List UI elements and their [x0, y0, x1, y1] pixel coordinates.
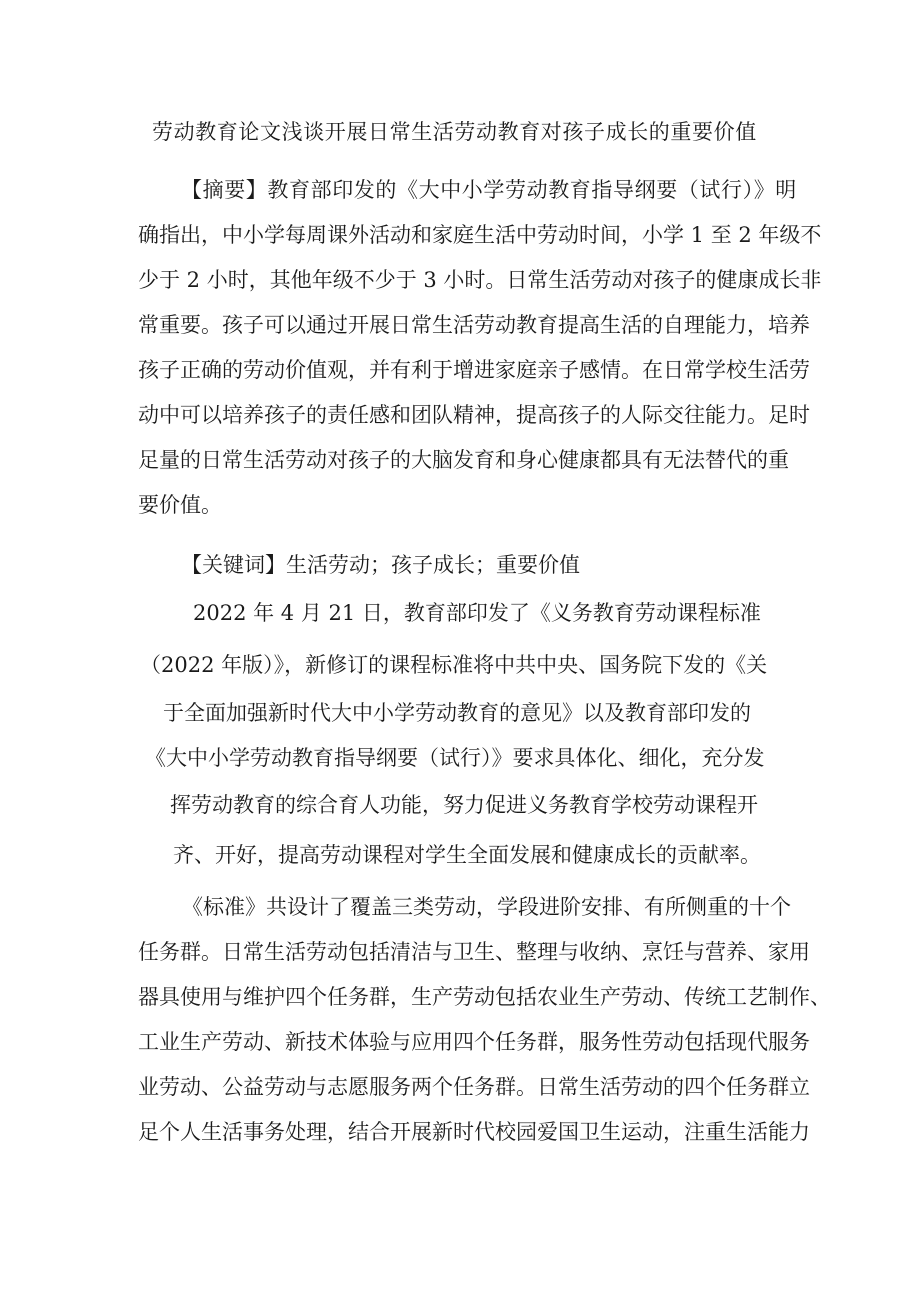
- paragraph-line: （2022 年版）》，新修订的课程标准将中共中央、国务院下发的《关: [140, 653, 768, 677]
- paragraph-line: 于全面加强新时代大中小学劳动教育的意见》以及教育部印发的: [163, 701, 751, 725]
- paragraph-line: 《大中小学劳动教育指导纲要（试行）》要求具体化、细化，充分发: [145, 746, 765, 770]
- abstract-line: 少于 2 小时，其他年级不少于 3 小时。日常生活劳动对孩子的健康成长非: [138, 268, 822, 292]
- paragraph-line: 挥劳动教育的综合育人功能，努力促进义务教育学校劳动课程开: [170, 793, 758, 817]
- paragraph-line: 齐、开好，提高劳动课程对学生全面发展和健康成长的贡献率。: [173, 843, 761, 867]
- abstract-line: 足量的日常生活劳动对孩子的大脑发育和身心健康都具有无法替代的重: [138, 448, 789, 472]
- paragraph-line: 工业生产劳动、新技术体验与应用四个任务群，服务性劳动包括现代服务: [138, 1030, 810, 1054]
- paragraph-line: 器具使用与维护四个任务群，生产劳动包括农业生产劳动、传统工艺制作、: [138, 985, 831, 1009]
- paragraph-line: 任务群。日常生活劳动包括清洁与卫生、整理与收纳、烹饪与营养、家用: [138, 940, 810, 964]
- abstract-line: 常重要。孩子可以通过开展日常生活劳动教育提高生活的自理能力，培养: [138, 313, 810, 337]
- abstract-line: 孩子正确的劳动价值观，并有利于增进家庭亲子感情。在日常学校生活劳: [138, 358, 810, 382]
- document-title: 劳动教育论文浅谈开展日常生活劳动教育对孩子成长的重要价值: [152, 120, 757, 144]
- abstract-line: 【摘要】教育部印发的《大中小学劳动教育指导纲要（试行）》明: [181, 178, 797, 202]
- paragraph-line: 《标准》共设计了覆盖三类劳动，学段进阶安排、有所侧重的十个: [182, 895, 791, 919]
- paragraph-line: 足个人生活事务处理，结合开展新时代校园爱国卫生运动，注重生活能力: [138, 1120, 810, 1144]
- paragraph-line: 业劳动、公益劳动与志愿服务两个任务群。日常生活劳动的四个任务群立: [138, 1075, 810, 1099]
- paragraph-line: 2022 年 4 月 21 日，教育部印发了《义务教育劳动课程标准: [193, 601, 761, 625]
- keywords: 【关键词】生活劳动；孩子成长；重要价值: [181, 553, 580, 577]
- abstract-line: 要价值。: [138, 493, 222, 517]
- abstract-line: 确指出，中小学每周课外活动和家庭生活中劳动时间，小学 1 至 2 年级不: [138, 223, 822, 247]
- abstract-line: 动中可以培养孩子的责任感和团队精神，提高孩子的人际交往能力。足时: [138, 403, 810, 427]
